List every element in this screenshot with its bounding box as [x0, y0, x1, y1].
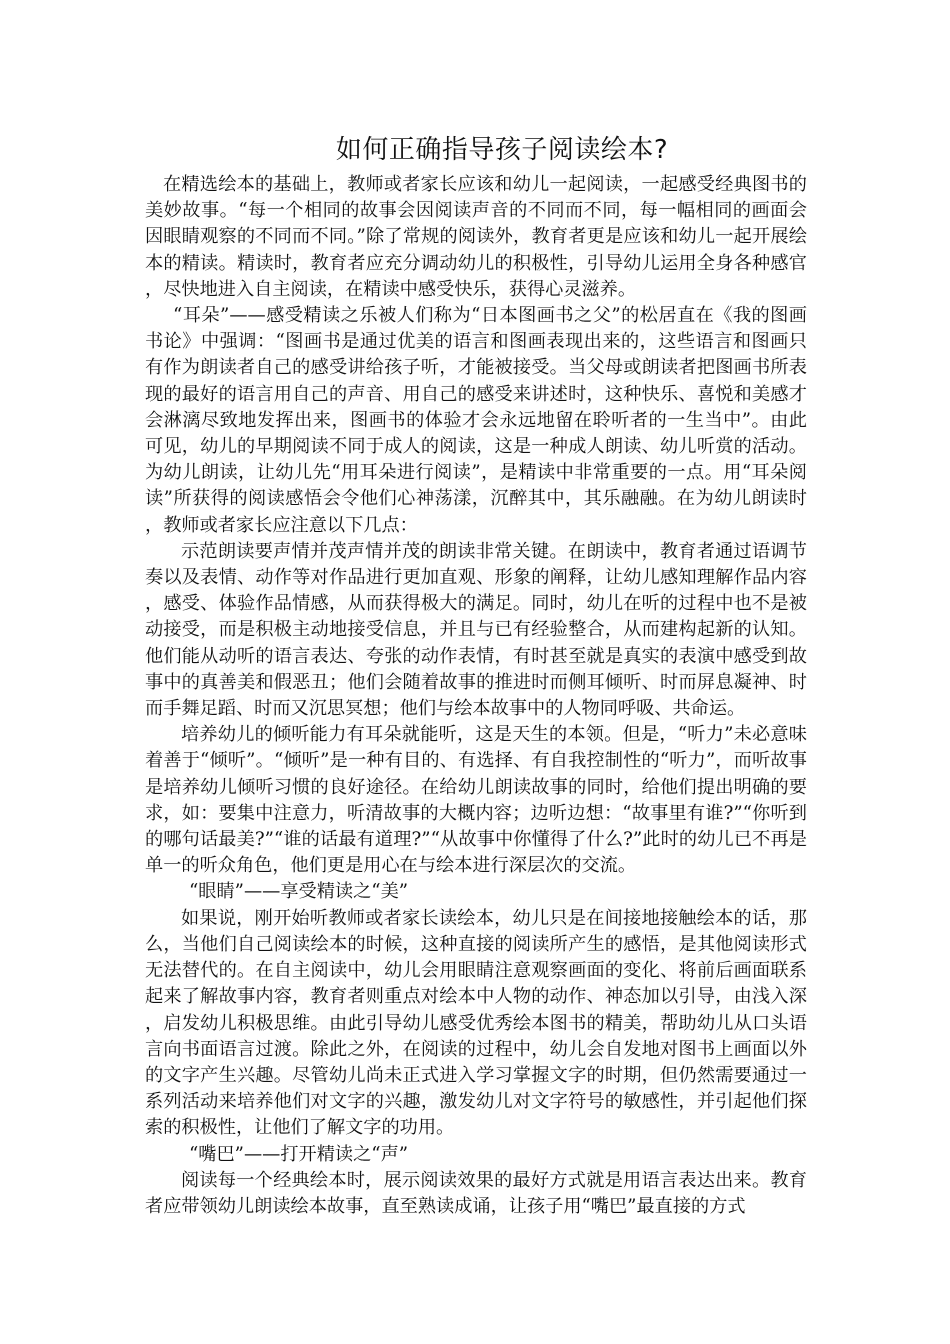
paragraph-ears: “耳朵”——感受精读之乐被人们称为“日本图画书之父”的松居直在《我的图画书论》中强调：“图画书是通过优美的语言和图画表现出来的，这些语言和图画只有作为朗读者自己的感受讲给孩子听，才能被接受。当父母或朗读者把图画书所表现的最好的语言用自己的声音、用自己的感受来讲述时，这种快乐、喜悦和美感才会淋漓尽致地发挥出来，图画书的体验才会永远地留在聆听者的一生当中”。由此可见，幼儿的早期阅读不同于成人的阅读，这是一种成人朗读、幼儿听赏的活动。为幼儿朗读，让幼儿先“用耳朵进行阅读”，是精读中非常重要的一点。用“耳朵阅读”所获得的阅读感悟会令他们心神荡漾，沉醉其中，其乐融融。在为幼儿朗读时，教师或者家长应注意以下几点： — [145, 305, 807, 536]
document-page — [145, 128, 807, 1328]
paragraph-intro: 在精选绘本的基础上，教师或者家长应该和幼儿一起阅读，一起感受经典图书的美妙故事。“每一个相同的故事会因阅读声音的不同而不同，每一幅相同的画面会因眼睛观察的不同而不同。”除了常规的阅读外，教育者更是应该和幼儿一起开展绘本的精读。精读时，教育者应充分调动幼儿的积极性，引导幼儿运用全身各种感官，尽快地进入自主阅读，在精读中感受快乐，获得心灵滋养。 — [145, 174, 807, 300]
paragraph-model-reading: 示范朗读要声情并茂声情并茂的朗读非常关键。在朗读中，教育者通过语调节奏以及表情、动作等对作品进行更加直观、形象的阐释，让幼儿感知理解作品内容，感受、体验作品情感，从而获得极大的满足。同时，幼儿在听的过程中也不是被动接受，而是积极主动地接受信息，并且与已有经验整合，从而建构起新的认知。他们能从动听的语言表达、夸张的动作表情，有时甚至就是真实的表演中感受到故事中的真善美和假恶丑；他们会随着故事的推进时而侧耳倾听、时而屏息凝神、时而手舞足蹈、时而又沉思冥想；他们与绘本故事中的人物同呼吸、共命运。 — [145, 540, 807, 720]
paragraph-eyes: 如果说，刚开始听教师或者家长读绘本，幼儿只是在间接地接触绘本的话，那么，当他们自己阅读绘本的时候，这种直接的阅读所产生的感悟，是其他阅读形式无法替代的。在自主阅读中，幼儿会用眼睛注意观察画面的变化、将前后画面联系起来了解故事内容，教育者则重点对绘本中人物的动作、神态加以引导，由浅入深，启发幼儿积极思维。由此引导幼儿感受优秀绘本图书的精美，帮助幼儿从口头语言向书面语言过渡。除此之外，在阅读的过程中，幼儿会自发地对图书上画面以外的文字产生兴趣。尽管幼儿尚未正式进入学习掌握文字的时期，但仍然需要通过一系列活动来培养他们对文字的兴趣，激发幼儿对文字符号的敏感性，并引起他们探索的积极性，让他们了解文字的功用。 — [145, 907, 807, 1139]
document-title: 如何正确指导孩子阅读绘本? — [335, 135, 669, 165]
paragraph-listening: 培养幼儿的倾听能力有耳朵就能听，这是天生的本领。但是，“听力”未必意味着善于“倾听”。“倾听”是一种有目的、有选择、有自我控制性的“听力”，而听故事是培养幼儿倾听习惯的良好途径。在给幼儿朗读故事的同时，给他们提出明确的要求，如：要集中注意力，听清故事的大概内容；边听边想：“故事里有谁?”“你听到的哪句话最美?”“谁的话最有道理?”“从故事中你懂得了什么?”此时的幼儿已不再是单一的听众角色，他们更是用心在与绘本进行深层次的交流。 — [145, 724, 807, 877]
section-heading-mouth: “嘴巴”——打开精读之“声” — [189, 1143, 409, 1165]
paragraph-mouth: 阅读每一个经典绘本时，展示阅读效果的最好方式就是用语言表达出来。教育者应带领幼儿朗读绘本故事，直至熟读成诵，让孩子用“嘴巴”最直接的方式 — [145, 1169, 807, 1217]
section-heading-eyes: “眼睛”——享受精读之“美” — [189, 881, 409, 903]
